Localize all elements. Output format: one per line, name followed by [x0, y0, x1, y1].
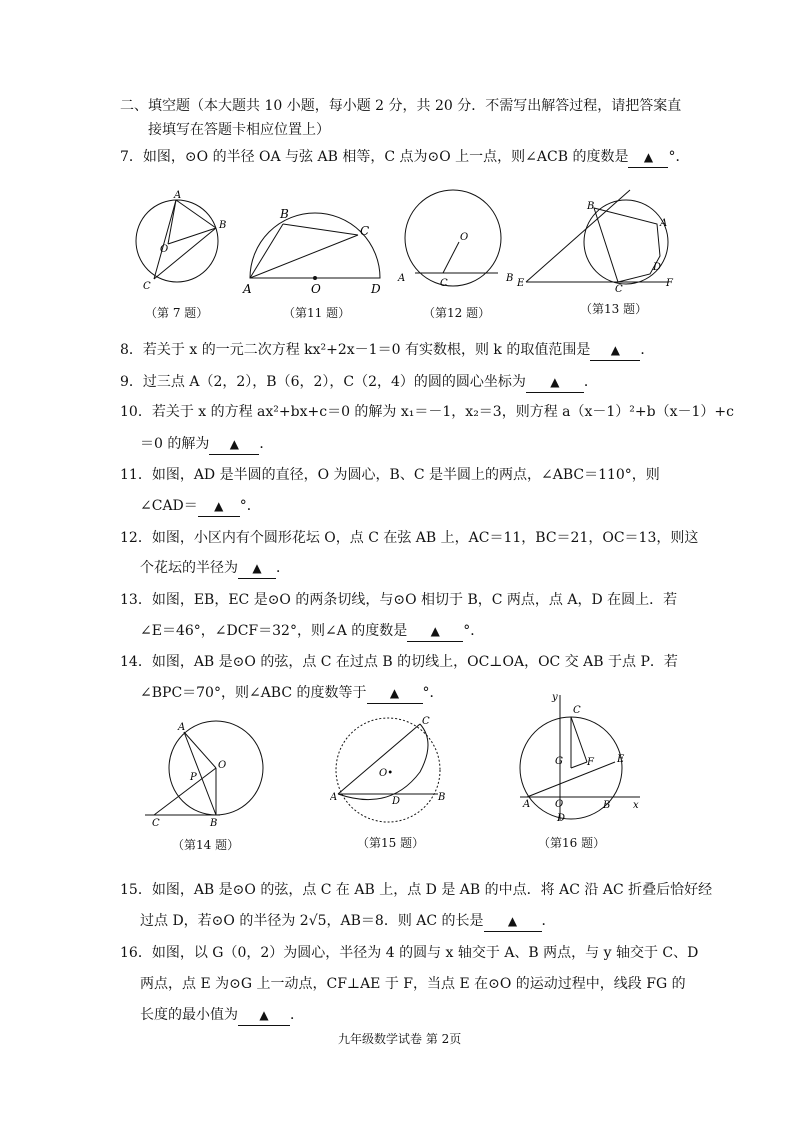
- label-O: O•: [379, 768, 394, 779]
- question-13: 13．如图，EB，EC 是⊙O 的两条切线，与⊙O 相切于 B，C 两点，点 A，D 在圆上．若: [120, 592, 678, 608]
- q16-end: ．: [290, 1007, 304, 1023]
- label-C: C: [360, 224, 370, 238]
- label-B: B: [506, 273, 514, 284]
- label-A: A: [398, 273, 406, 284]
- answer-blank[interactable]: [367, 683, 423, 704]
- blank-triangle-icon: ▲: [610, 343, 620, 357]
- q14-end: °．: [422, 685, 444, 701]
- label-D: D: [392, 796, 401, 807]
- q8-text: 8．若关于 x 的一元二次方程 kx²+2x－1＝0 有实数根，则 k 的取值范围是: [120, 342, 591, 358]
- blank-triangle-icon: ▲: [229, 437, 239, 451]
- q7-text: 7．如图，⊙O 的半径 OA 与弦 AB 相等，C 点为⊙O 上一点，则∠ACB 的度数是: [120, 149, 629, 165]
- label-C: C: [440, 278, 448, 288]
- figure-12: [393, 188, 518, 288]
- q15-text: 过点 D，若⊙O 的半径为 2√5，AB＝8．则 AC 的长是: [140, 913, 484, 929]
- answer-blank[interactable]: [526, 372, 584, 393]
- label-O: O: [160, 244, 169, 255]
- question-16-cont2: [140, 1005, 304, 1026]
- question-16: 16．如图，以 G（0，2）为圆心，半径为 4 的圆与 x 轴交于 A、B 两点，与 y 轴交于 C、D: [120, 945, 699, 961]
- question-16-cont: 两点，点 E 为⊙G 上一动点，CF⊥AE 于 F，当点 E 在⊙O 的运动过程中，线段 FG 的: [140, 976, 686, 992]
- label-B: B: [210, 818, 218, 828]
- blank-triangle-icon: ▲: [430, 624, 440, 638]
- q9-text: 9．过三点 A（2，2），B（6，2），C（2，4）的圆的圆心坐标为: [120, 374, 526, 390]
- question-14: 14．如图，AB 是⊙O 的弦，点 C 在过点 B 的切线上，OC⊥OA，OC 交 AB 于点 P．若: [120, 654, 678, 670]
- caption-12: （第12 题）: [423, 306, 491, 320]
- label-A: A: [243, 282, 252, 296]
- blank-triangle-icon: ▲: [507, 914, 518, 928]
- q8-end: ．: [640, 342, 655, 358]
- answer-blank[interactable]: [198, 496, 240, 517]
- q12-text: 个花坛的半径为: [140, 560, 238, 576]
- label-A: A: [660, 218, 668, 229]
- label-O: O: [555, 799, 564, 810]
- label-D: D: [371, 282, 381, 296]
- q9-end: ．: [583, 374, 598, 390]
- label-P: P: [190, 772, 197, 783]
- question-9: [120, 372, 598, 393]
- caption-11: （第11 题）: [283, 306, 351, 320]
- label-F: F: [587, 757, 594, 768]
- question-14-cont: [140, 683, 444, 704]
- question-10-cont: [140, 434, 273, 455]
- figure-13: [514, 186, 684, 292]
- caption-16: （第16 题）: [538, 836, 606, 850]
- q13-end: °．: [463, 623, 485, 639]
- section-heading: 二、填空题（本大题共 10 小题，每小题 2 分，共 20 分．不需写出解答过程，请把答案直: [120, 98, 682, 114]
- caption-13: （第13 题）: [580, 302, 648, 316]
- label-C: C: [422, 716, 430, 727]
- caption-14: （第14 题）: [172, 838, 240, 852]
- label-B: B: [587, 201, 595, 212]
- q15-end: ．: [541, 913, 556, 929]
- question-8: [120, 340, 654, 361]
- question-13-cont: [140, 621, 484, 642]
- label-E: E: [617, 754, 625, 765]
- label-A: A: [174, 190, 182, 201]
- page-footer: 九年级数学试卷 第 2页: [338, 1032, 462, 1046]
- label-C: C: [615, 284, 623, 292]
- label-B: B: [603, 800, 611, 811]
- question-7: [120, 147, 689, 168]
- figure-11: [238, 205, 388, 297]
- q10-text: ＝0 的解为: [140, 436, 210, 452]
- label-B: B: [219, 220, 227, 231]
- answer-blank[interactable]: [238, 1005, 290, 1026]
- blank-triangle-icon: ▲: [252, 561, 262, 575]
- figure-14: [140, 718, 270, 828]
- blank-triangle-icon: ▲: [214, 499, 224, 513]
- figure-15: [330, 712, 455, 824]
- answer-blank[interactable]: [238, 558, 276, 579]
- label-A: A: [178, 722, 186, 733]
- label-G: G: [555, 756, 563, 767]
- q10-end: ．: [259, 436, 274, 452]
- answer-blank[interactable]: [484, 911, 542, 932]
- answer-blank[interactable]: [590, 340, 640, 361]
- blank-triangle-icon: ▲: [389, 686, 400, 700]
- label-B: B: [280, 207, 289, 221]
- figure-16: [515, 690, 645, 825]
- q14-text: ∠BPC＝70°，则∠ABC 的度数等于: [140, 685, 367, 701]
- question-12-cont: [140, 558, 290, 579]
- label-A: A: [330, 792, 338, 803]
- q12-end: ．: [276, 560, 290, 576]
- q11-end: °．: [239, 498, 261, 514]
- caption-15: （第15 题）: [357, 836, 425, 850]
- label-O: O: [218, 760, 227, 771]
- label-x: x: [633, 800, 639, 811]
- answer-blank[interactable]: [628, 147, 668, 168]
- label-O: O: [311, 282, 321, 296]
- answer-blank[interactable]: [209, 434, 259, 455]
- label-B: B: [438, 792, 446, 803]
- answer-blank[interactable]: [407, 621, 463, 642]
- q11-text: ∠CAD＝: [140, 498, 198, 514]
- label-O: O: [460, 232, 469, 243]
- question-11: 11．如图，AD 是半圆的直径，O 为圆心，B、C 是半圆上的两点，∠ABC＝110°，则: [120, 467, 660, 483]
- label-D: D: [557, 813, 566, 824]
- caption-7: （第 7 题）: [145, 306, 209, 320]
- label-C: C: [573, 705, 581, 716]
- figure-7: [130, 188, 230, 296]
- blank-triangle-icon: ▲: [643, 150, 654, 164]
- question-10: 10．若关于 x 的方程 ax²+bx+c＝0 的解为 x₁＝－1，x₂＝3，则方程 a（x－1）²+b（x－1）+c: [120, 404, 734, 420]
- label-E: E: [517, 278, 525, 289]
- label-D: D: [653, 262, 662, 273]
- question-15-cont: [140, 911, 556, 932]
- question-12: 12．如图，小区内有个圆形花坛 O，点 C 在弦 AB 上，AC＝11，BC＝21，OC＝13，则这: [120, 530, 699, 546]
- label-F: F: [666, 278, 673, 289]
- blank-triangle-icon: ▲: [259, 1008, 269, 1022]
- q13-text: ∠E＝46°，∠DCF＝32°，则∠A 的度数是: [140, 623, 408, 639]
- label-y: y: [552, 692, 558, 703]
- label-C: C: [143, 281, 151, 292]
- label-A: A: [523, 799, 531, 810]
- section-heading-cont: 接填写在答题卡相应位置上）: [148, 122, 330, 138]
- question-11-cont: [140, 496, 261, 517]
- q16-text: 长度的最小值为: [140, 1007, 238, 1023]
- q7-end: °．: [668, 149, 690, 165]
- label-C: C: [152, 818, 160, 828]
- blank-triangle-icon: ▲: [550, 375, 560, 389]
- question-15: 15．如图，AB 是⊙O 的弦，点 C 在 AB 上，点 D 是 AB 的中点．将 AC 沿 AC 折叠后恰好经: [120, 882, 713, 898]
